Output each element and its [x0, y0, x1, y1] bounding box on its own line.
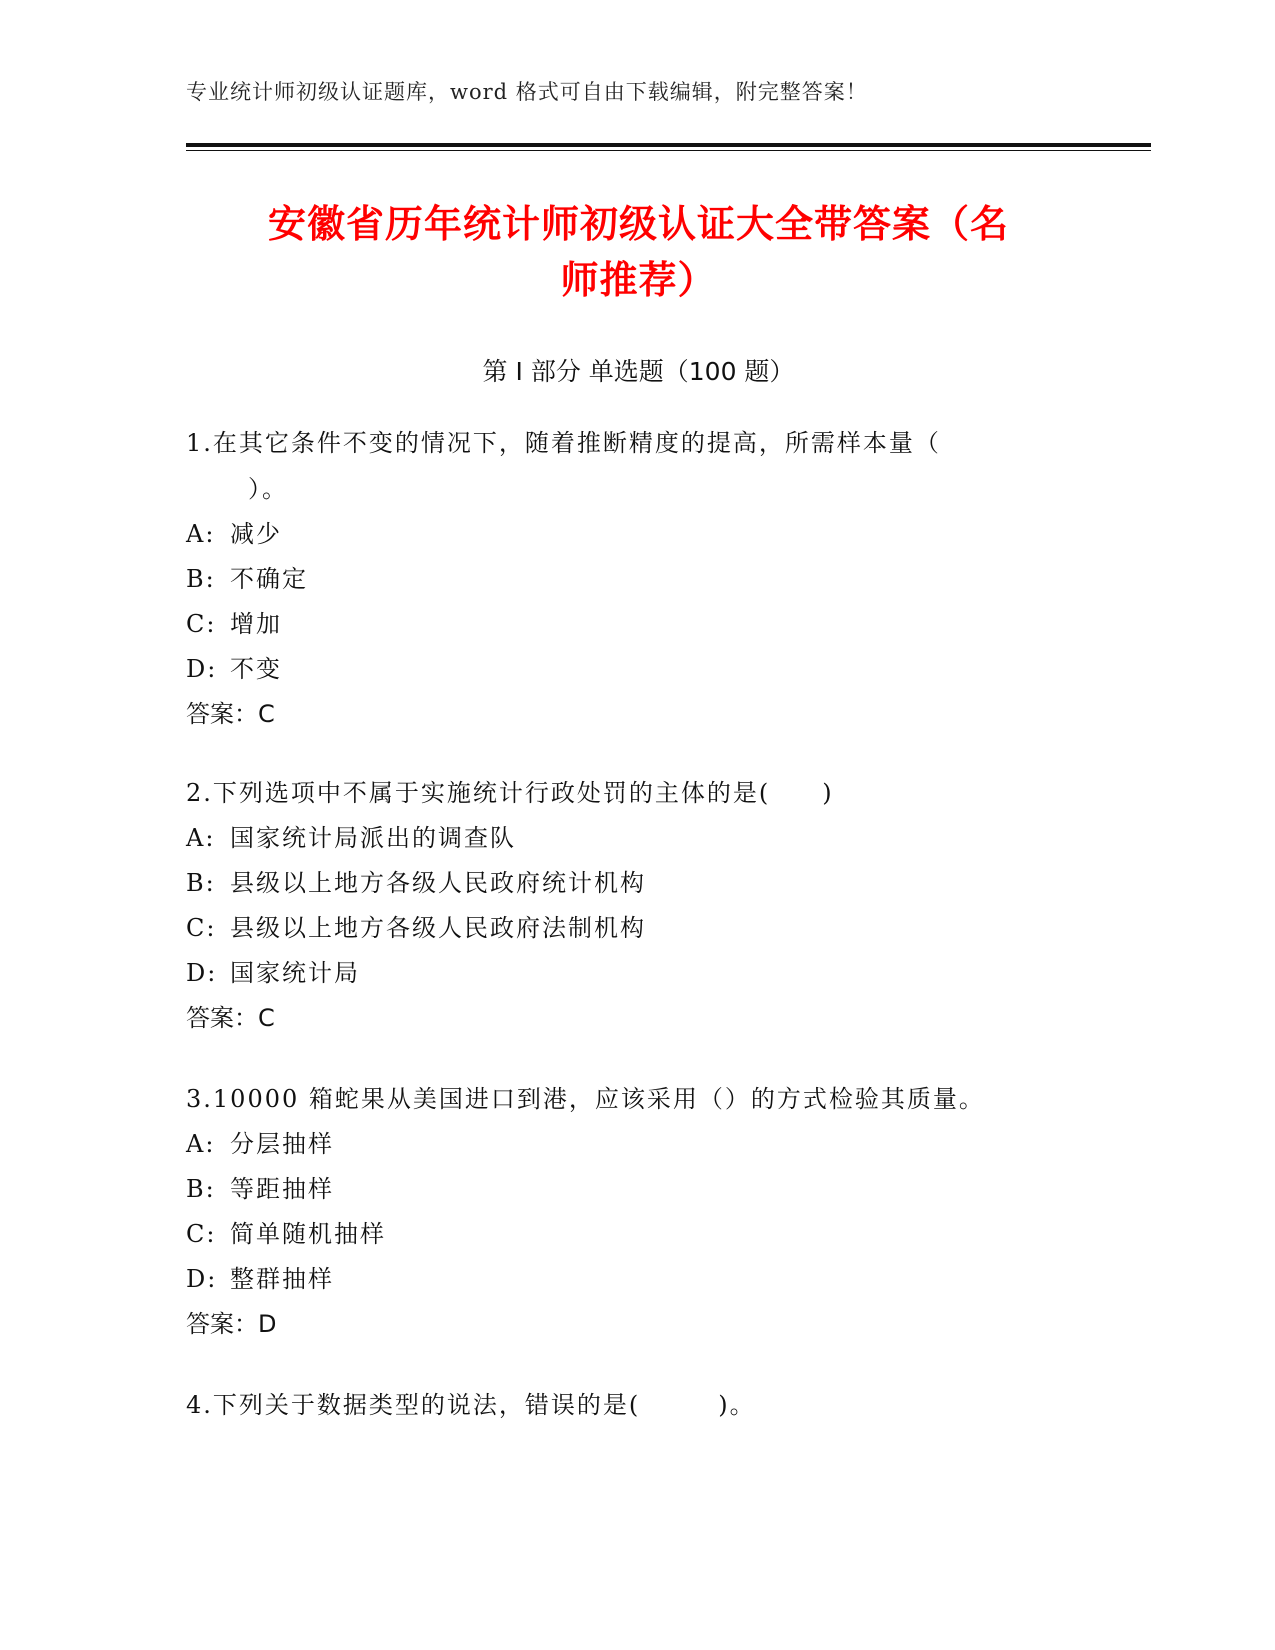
option-text: 等距抽样	[230, 1175, 334, 1203]
option-b	[186, 861, 1046, 906]
option-key: B:	[186, 565, 216, 593]
header-rule-thin	[186, 150, 1151, 151]
option-text: 国家统计局	[230, 959, 360, 987]
option-key: B:	[186, 1175, 216, 1203]
answer: 答案：D	[186, 1310, 277, 1338]
option-c	[186, 906, 1046, 951]
option-key: C:	[186, 610, 217, 638]
header-note: 专业统计师初级认证题库，word 格式可自由下载编辑，附完整答案！	[186, 80, 868, 104]
option-key: D:	[186, 1265, 218, 1293]
option-a	[186, 512, 1046, 557]
question-1	[186, 420, 1046, 737]
option-a	[186, 816, 1046, 861]
question-stem: 4.下列关于数据类型的说法，错误的是( )。	[186, 1391, 756, 1419]
option-text: 不确定	[230, 565, 308, 593]
question-2	[186, 770, 1046, 1041]
question-stem-continued: ）。	[248, 475, 288, 503]
document-title-line-1: 安徽省历年统计师初级认证大全带答案（名	[267, 202, 1009, 246]
option-text: 增加	[230, 610, 282, 638]
option-a	[186, 1122, 1046, 1167]
option-key: D:	[186, 655, 218, 683]
option-c	[186, 1212, 1046, 1257]
option-text: 县级以上地方各级人民政府法制机构	[230, 914, 646, 942]
option-text: 不变	[230, 655, 282, 683]
section-title: 第 I 部分 单选题（100 题）	[482, 357, 795, 386]
option-text: 县级以上地方各级人民政府统计机构	[230, 869, 646, 897]
question-stem: 2.下列选项中不属于实施统计行政处罚的主体的是( )	[186, 779, 834, 807]
answer: 答案：C	[186, 1004, 275, 1032]
question-stem: 1.在其它条件不变的情况下，随着推断精度的提高，所需样本量（	[186, 429, 941, 457]
option-key: A:	[186, 1130, 216, 1158]
option-key: A:	[186, 520, 216, 548]
option-c	[186, 602, 1046, 647]
option-d	[186, 1257, 1046, 1302]
option-key: C:	[186, 1220, 217, 1248]
option-key: B:	[186, 869, 216, 897]
option-b	[186, 1167, 1046, 1212]
document-title	[186, 196, 1091, 308]
option-d	[186, 951, 1046, 996]
question-4	[186, 1382, 1046, 1428]
option-d	[186, 647, 1046, 692]
option-key: D:	[186, 959, 218, 987]
option-text: 分层抽样	[230, 1130, 334, 1158]
option-text: 减少	[230, 520, 282, 548]
header-rule-thick	[186, 143, 1151, 147]
option-text: 国家统计局派出的调查队	[230, 824, 516, 852]
question-stem: 3.10000 箱蛇果从美国进口到港，应该采用（）的方式检验其质量。	[186, 1085, 985, 1113]
question-3	[186, 1076, 1046, 1347]
option-key: A:	[186, 824, 216, 852]
option-text: 简单随机抽样	[230, 1220, 386, 1248]
option-b	[186, 557, 1046, 602]
option-key: C:	[186, 914, 217, 942]
answer: 答案：C	[186, 700, 275, 728]
document-title-line-2: 师推荐）	[560, 258, 717, 302]
option-text: 整群抽样	[230, 1265, 334, 1293]
